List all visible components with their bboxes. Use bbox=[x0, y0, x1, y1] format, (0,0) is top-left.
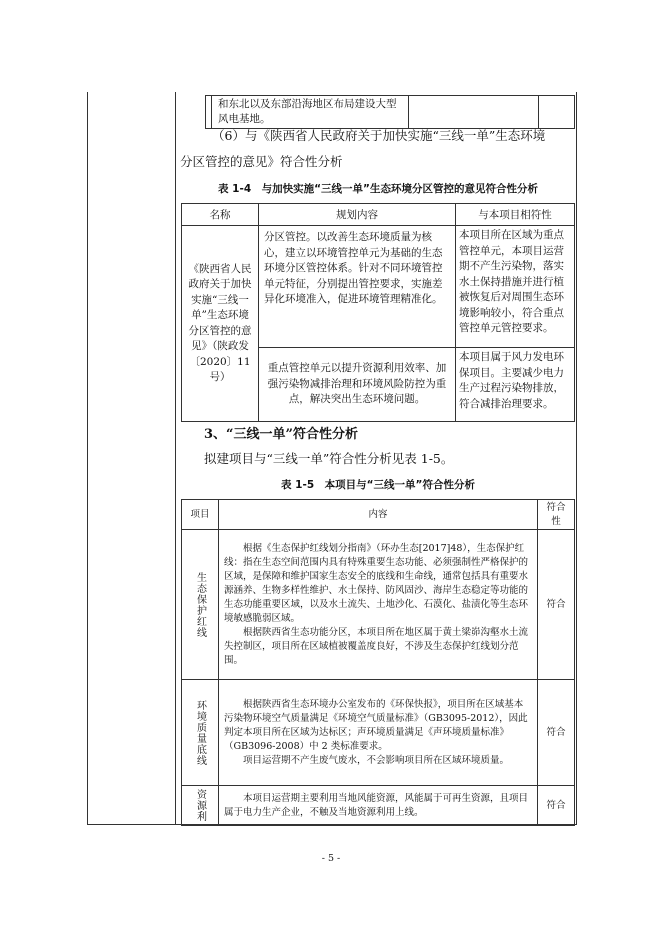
header-name: 名称 bbox=[182, 204, 259, 226]
table-1-4-caption: 表 1-4 与加快实施“三线一单”生态环境分区管控的意见符合性分析 bbox=[218, 183, 538, 195]
ecology-para-1: 根据《生态保护红线划分指南》（环办生态[2017]48），生态保护红线：指在生态空间范围内具有特殊重要生态功能、必须强制性严格保护的区域，是保障和维护国家生态安全的底线和生命线，通常包括具有重要水源涵养、生物多样性维护、水土保持、防风固沙、海岸生态稳定等功能的生态功能重要区域，以及水土流失、土地沙化、石漠化、盐渍化等生态环境敏感脆弱区域。 bbox=[224, 542, 529, 624]
section-3-heading: 3、“三线一单”符合性分析 bbox=[204, 427, 359, 442]
table-1-5-caption: 表 1-5 本项目与“三线一单”符合性分析 bbox=[281, 479, 475, 491]
item-ecology-redline: 生态保护红线 bbox=[194, 571, 206, 638]
content-row-1: 分区管控。以改善生态环境质量为核心，建立以环境管控单元为基础的生态环境分区管控体系。针对不同环境管控单元特征，分别提出管控要求，实施差异化环境准入，促进环境管理精准化。 bbox=[259, 226, 456, 348]
content-row-2: 重点管控单元以提升资源利用效率、加强污染物减排治理和环境风险防控为重点，解决突出生态环境问题。 bbox=[259, 348, 456, 422]
environment-para-2: 项目运营期不产生废气废水，不会影响项目所在区域环境质量。 bbox=[243, 754, 510, 766]
section-6-title-cont: 分区管控的意见》符合性分析 bbox=[180, 154, 343, 169]
environment-result: 符合 bbox=[538, 680, 575, 786]
item-resource-use: 资源利 bbox=[194, 789, 206, 822]
continued-cell: 和东北以及东部沿海地区布局建设大型风电基地。 bbox=[212, 96, 409, 129]
section-3-intro: 拟建项目与“三线一单”符合性分析见表 1-5。 bbox=[204, 451, 454, 466]
environment-para-1: 根据陕西省生态环境办公室发布的《环保快报》，项目所在区域基本污染物环境空气质量满足《环境空气质量标准》（GB3095-2012），因此判定本项目所在区域为达标区；声环境质量满足《声环境质量标准》（GB3096-2008）中 2 类标准要求。 bbox=[224, 698, 528, 752]
conformity-row-2: 本项目属于风力发电环保项目。主要减少电力生产过程污染物排放，符合减排治理要求。 bbox=[456, 348, 575, 422]
ecology-result: 符合 bbox=[538, 530, 575, 680]
table-1-5 bbox=[181, 499, 575, 826]
left-column-divider bbox=[175, 92, 176, 824]
policy-name: 《陕西省人民政府关于加快实施“三线一单”生态环境分区管控的意见》（陕政发〔2020〕11号） bbox=[182, 226, 259, 422]
item-environment-quality: 环境质量底线 bbox=[194, 699, 206, 766]
table-1-4 bbox=[181, 203, 575, 422]
header-conformity: 与本项目相符性 bbox=[456, 204, 575, 226]
resource-para-1: 本项目运营期主要利用当地风能资源，风能属于可再生资源，且项目属于电力生产企业，不触及当地资源利用上线。 bbox=[224, 792, 529, 818]
header-conformity: 符合性 bbox=[538, 500, 575, 530]
header-content: 内容 bbox=[219, 500, 538, 530]
header-item: 项目 bbox=[182, 500, 219, 530]
section-6-title: （6）与《陕西省人民政府关于加快实施“三线一单”生态环境 bbox=[212, 128, 546, 143]
resource-result: 符合 bbox=[538, 786, 575, 826]
header-content: 规划内容 bbox=[259, 204, 456, 226]
continued-table bbox=[205, 95, 575, 129]
conformity-row-1: 本项目所在区域为重点管控单元，本项目运营期不产生污染物，落实水土保持措施并进行植被恢复后对周围生态环境影响较小，符合重点管控单元管控要求。 bbox=[456, 226, 575, 348]
ecology-para-2: 根据陕西省生态功能分区，本项目所在地区属于黄土梁峁沟壑水土流失控制区，项目所在区域植被覆盖度良好，不涉及生态保护红线划分范围。 bbox=[224, 626, 529, 666]
page-number: - 5 - bbox=[321, 853, 341, 864]
